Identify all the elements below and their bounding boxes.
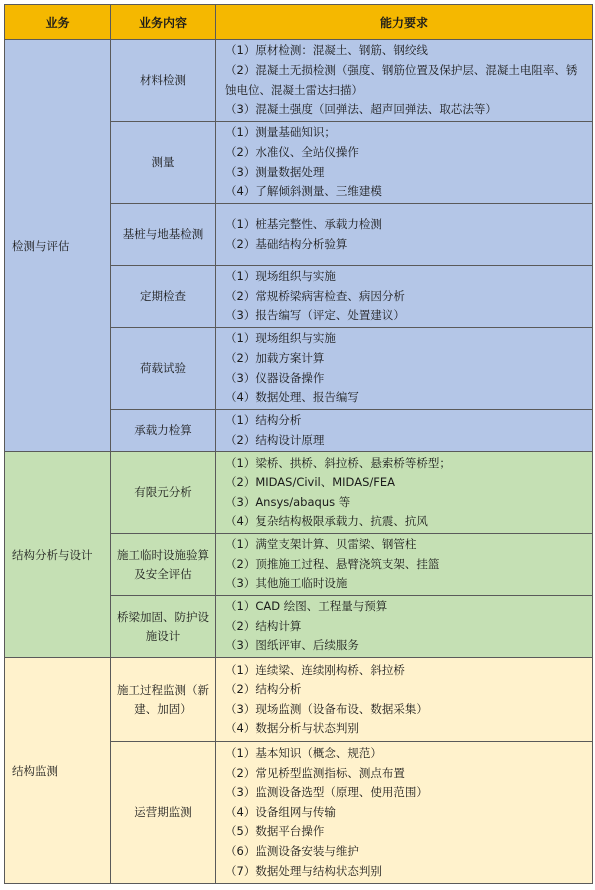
requirement-item: （3）图纸评审、后续服务 — [225, 638, 359, 653]
requirement-item: （6）监测设备安装与维护 — [225, 844, 359, 859]
requirement-item: （1）满堂支架计算、贝雷梁、钢管柱 — [225, 537, 417, 552]
requirement-item: （3）测量数据处理 — [225, 164, 325, 179]
requirement-item: （2）结构设计原理 — [225, 432, 325, 447]
requirement-item: （1）原材检测：混凝土、钢筋、钢绞线 — [225, 43, 428, 58]
requirement-list — [216, 122, 593, 204]
requirement-item: （3）混凝土强度（回弹法、超声回弹法、取芯法等） — [225, 102, 497, 117]
table-row — [5, 40, 593, 122]
business-content: 运营期监测 — [111, 742, 216, 884]
requirement-item: （4）数据分析与状态判别 — [225, 721, 359, 736]
requirement-item: （5）数据平台操作 — [225, 824, 325, 839]
requirement-item: （4）设备组网与传输 — [225, 804, 336, 819]
requirement-item: （1）连续梁、连续刚构桥、斜拉桥 — [225, 662, 405, 677]
requirement-item: （1）现场组织与实施 — [225, 269, 336, 284]
requirement-item: （2）基础结构分析验算 — [225, 236, 348, 251]
group-name: 结构分析与设计 — [5, 452, 111, 658]
requirement-list — [216, 658, 593, 742]
header-requirements: 能力要求 — [216, 5, 593, 40]
requirement-item: （3）现场监测（设备布设、数据采集） — [225, 701, 428, 716]
requirement-list — [216, 204, 593, 266]
requirement-item: （2）MIDAS/Civil、MIDAS/FEA — [225, 475, 396, 490]
requirement-list — [216, 534, 593, 596]
requirement-item: （3）仪器设备操作 — [225, 370, 325, 385]
requirement-item: （2）常规桥梁病害检查、病因分析 — [225, 288, 405, 303]
requirement-item: （3）其他施工临时设施 — [225, 576, 348, 591]
header-row — [5, 5, 593, 40]
requirement-list — [216, 596, 593, 658]
business-content: 定期检查 — [111, 266, 216, 328]
requirement-item: （2）常见桥型监测指标、测点布置 — [225, 765, 405, 780]
requirement-item: （3）Ansys/abaqus 等 — [225, 494, 351, 509]
business-content: 基桩与地基检测 — [111, 204, 216, 266]
requirement-item: （2）顶推施工过程、悬臂浇筑支架、挂篮 — [225, 556, 440, 571]
requirement-item: （1）现场组织与实施 — [225, 331, 336, 346]
business-content: 施工过程监测（新建、加固） — [111, 658, 216, 742]
table-row — [5, 452, 593, 534]
group-name: 检测与评估 — [5, 40, 111, 452]
requirement-item: （3）监测设备选型（原理、使用范围） — [225, 785, 428, 800]
business-content: 测量 — [111, 122, 216, 204]
table-body — [5, 40, 593, 884]
requirement-item: （7）数据处理与结构状态判别 — [225, 863, 382, 878]
requirement-item: （1）基本知识（概念、规范） — [225, 746, 382, 761]
requirement-item: （2）加载方案计算 — [225, 350, 325, 365]
requirement-item: （1）CAD 绘图、工程量与预算 — [225, 599, 388, 614]
requirement-item: （4）复杂结构极限承载力、抗震、抗风 — [225, 514, 428, 529]
requirement-item: （2）结构计算 — [225, 618, 302, 633]
group-name: 结构监测 — [5, 658, 111, 884]
requirement-list — [216, 266, 593, 328]
requirement-list — [216, 328, 593, 410]
requirement-item: （1）结构分析 — [225, 413, 302, 427]
business-content: 荷载试验 — [111, 328, 216, 410]
requirement-item: （2）水准仪、全站仪操作 — [225, 144, 359, 159]
requirement-item: （1）桩基完整性、承载力检测 — [225, 216, 382, 231]
requirement-list — [216, 40, 593, 122]
requirement-item: （1）测量基础知识； — [225, 125, 336, 140]
requirement-item: （1）梁桥、拱桥、斜拉桥、悬索桥等桥型； — [225, 455, 451, 470]
header-business: 业务 — [5, 5, 111, 40]
business-content: 有限元分析 — [111, 452, 216, 534]
business-content: 材料检测 — [111, 40, 216, 122]
business-content: 施工临时设施验算及安全评估 — [111, 534, 216, 596]
table-row — [5, 658, 593, 742]
requirement-item: （2）结构分析 — [225, 682, 302, 697]
requirement-item: （4）数据处理、报告编写 — [225, 390, 359, 405]
requirement-item: （3）报告编写（评定、处置建议） — [225, 308, 405, 323]
business-content: 桥梁加固、防护设施设计 — [111, 596, 216, 658]
requirement-list — [216, 742, 593, 884]
requirement-list — [216, 452, 593, 534]
requirement-list — [216, 410, 593, 452]
header-content: 业务内容 — [111, 5, 216, 40]
business-content: 承载力检算 — [111, 410, 216, 452]
requirement-item: （4）了解倾斜测量、三维建模 — [225, 184, 382, 199]
capability-table — [4, 4, 593, 884]
requirement-item: （2）混凝土无损检测（强度、钢筋位置及保护层、混凝土电阻率、锈蚀电位、混凝土雷达扫描） — [225, 62, 578, 97]
